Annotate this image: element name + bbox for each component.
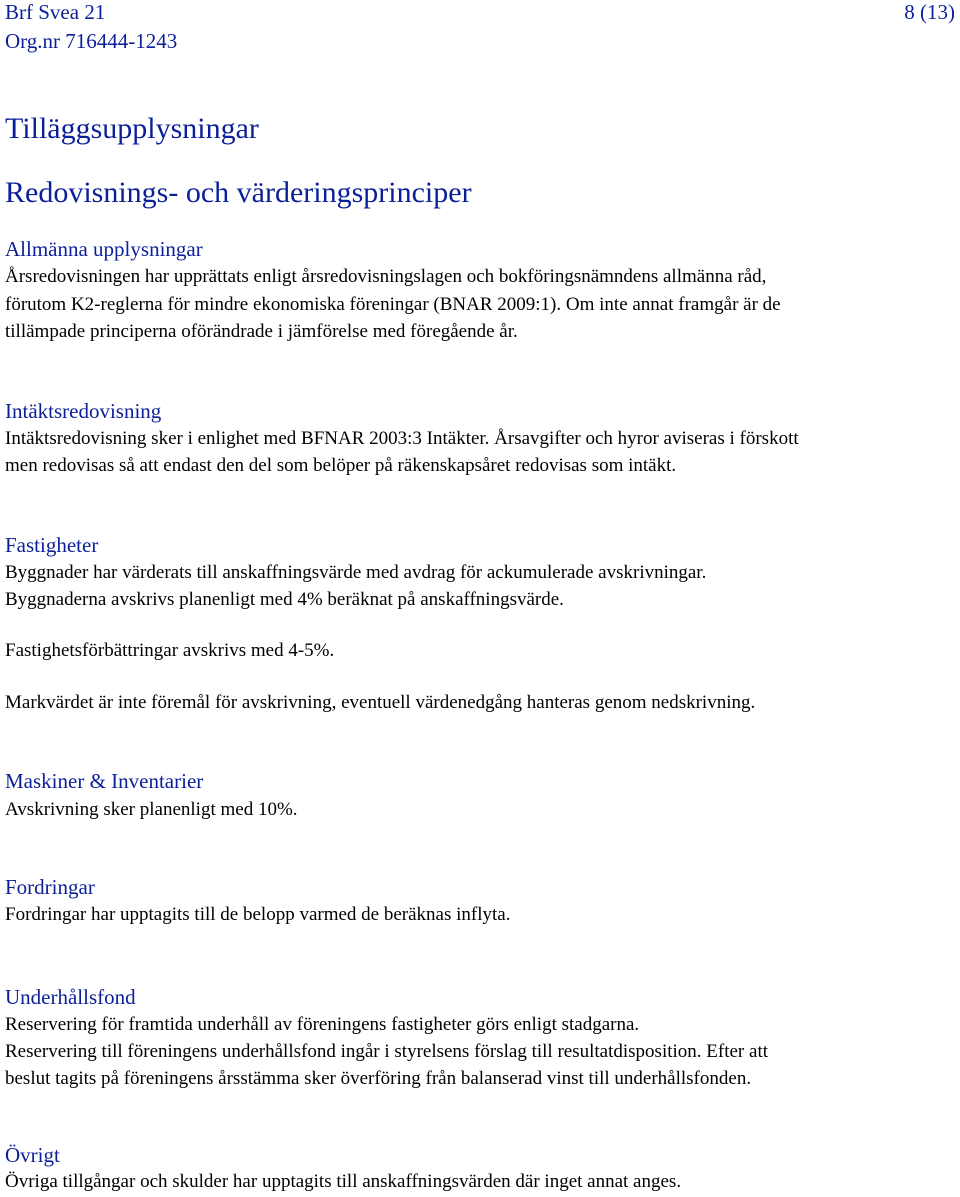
company-name: Brf Svea 21 [5,0,106,24]
body-line: Intäktsredovisning sker i enlighet med BFNAR 2003:3 Intäkter. Årsavgifter och hyror aviseras i förskott [5,428,799,449]
heading-intaktsredovisning: Intäktsredovisning [5,399,162,423]
page-number: 8 (13) [904,0,955,24]
heading-fastigheter: Fastigheter [5,533,99,557]
org-number: Org.nr 716444-1243 [5,29,178,53]
heading-allmanna-upplysningar: Allmänna upplysningar [5,237,203,261]
body-line: förutom K2-reglerna för mindre ekonomiska föreningar (BNAR 2009:1). Om inte annat framgår är de [5,294,781,315]
body-line: Fordringar har upptagits till de belopp varmed de beräknas inflyta. [5,904,511,925]
body-line: men redovisas så att endast den del som belöper på räkenskapsåret redovisas som intäkt. [5,455,677,476]
body-line: Fastighetsförbättringar avskrivs med 4-5%. [5,640,335,661]
body-line: Övriga tillgångar och skulder har upptagits till anskaffningsvärden där inget annat anges. [5,1171,682,1192]
body-line: Markvärdet är inte föremål för avskrivning, eventuell värdenedgång hanteras genom nedskrivning. [5,692,756,713]
body-line: Byggnader har värderats till anskaffningsvärde med avdrag för ackumulerade avskrivningar. [5,562,707,583]
heading-ovrigt: Övrigt [5,1143,60,1167]
heading-fordringar: Fordringar [5,875,95,899]
main-title: Tilläggsupplysningar [5,112,259,145]
heading-underhallsfond: Underhållsfond [5,985,136,1009]
heading-maskiner-inventarier: Maskiner & Inventarier [5,769,204,793]
body-line: Avskrivning sker planenligt med 10%. [5,799,298,820]
body-line: Reservering till föreningens underhållsfond ingår i styrelsens förslag till resultatdisposition. Efter att [5,1041,768,1062]
body-line: Reservering för framtida underhåll av föreningens fastigheter görs enligt stadgarna. [5,1014,640,1035]
body-line: Årsredovisningen har upprättats enligt årsredovisningslagen och bokföringsnämndens allmänna råd, [5,266,767,287]
body-line: Byggnaderna avskrivs planenligt med 4% beräknat på anskaffningsvärde. [5,589,564,610]
body-line: tillämpade principerna oförändrade i jämförelse med föregående år. [5,321,518,342]
subtitle: Redovisnings- och värderingsprinciper [5,176,472,209]
body-line: beslut tagits på föreningens årsstämma sker överföring från balanserad vinst till underhållsfonden. [5,1068,752,1089]
